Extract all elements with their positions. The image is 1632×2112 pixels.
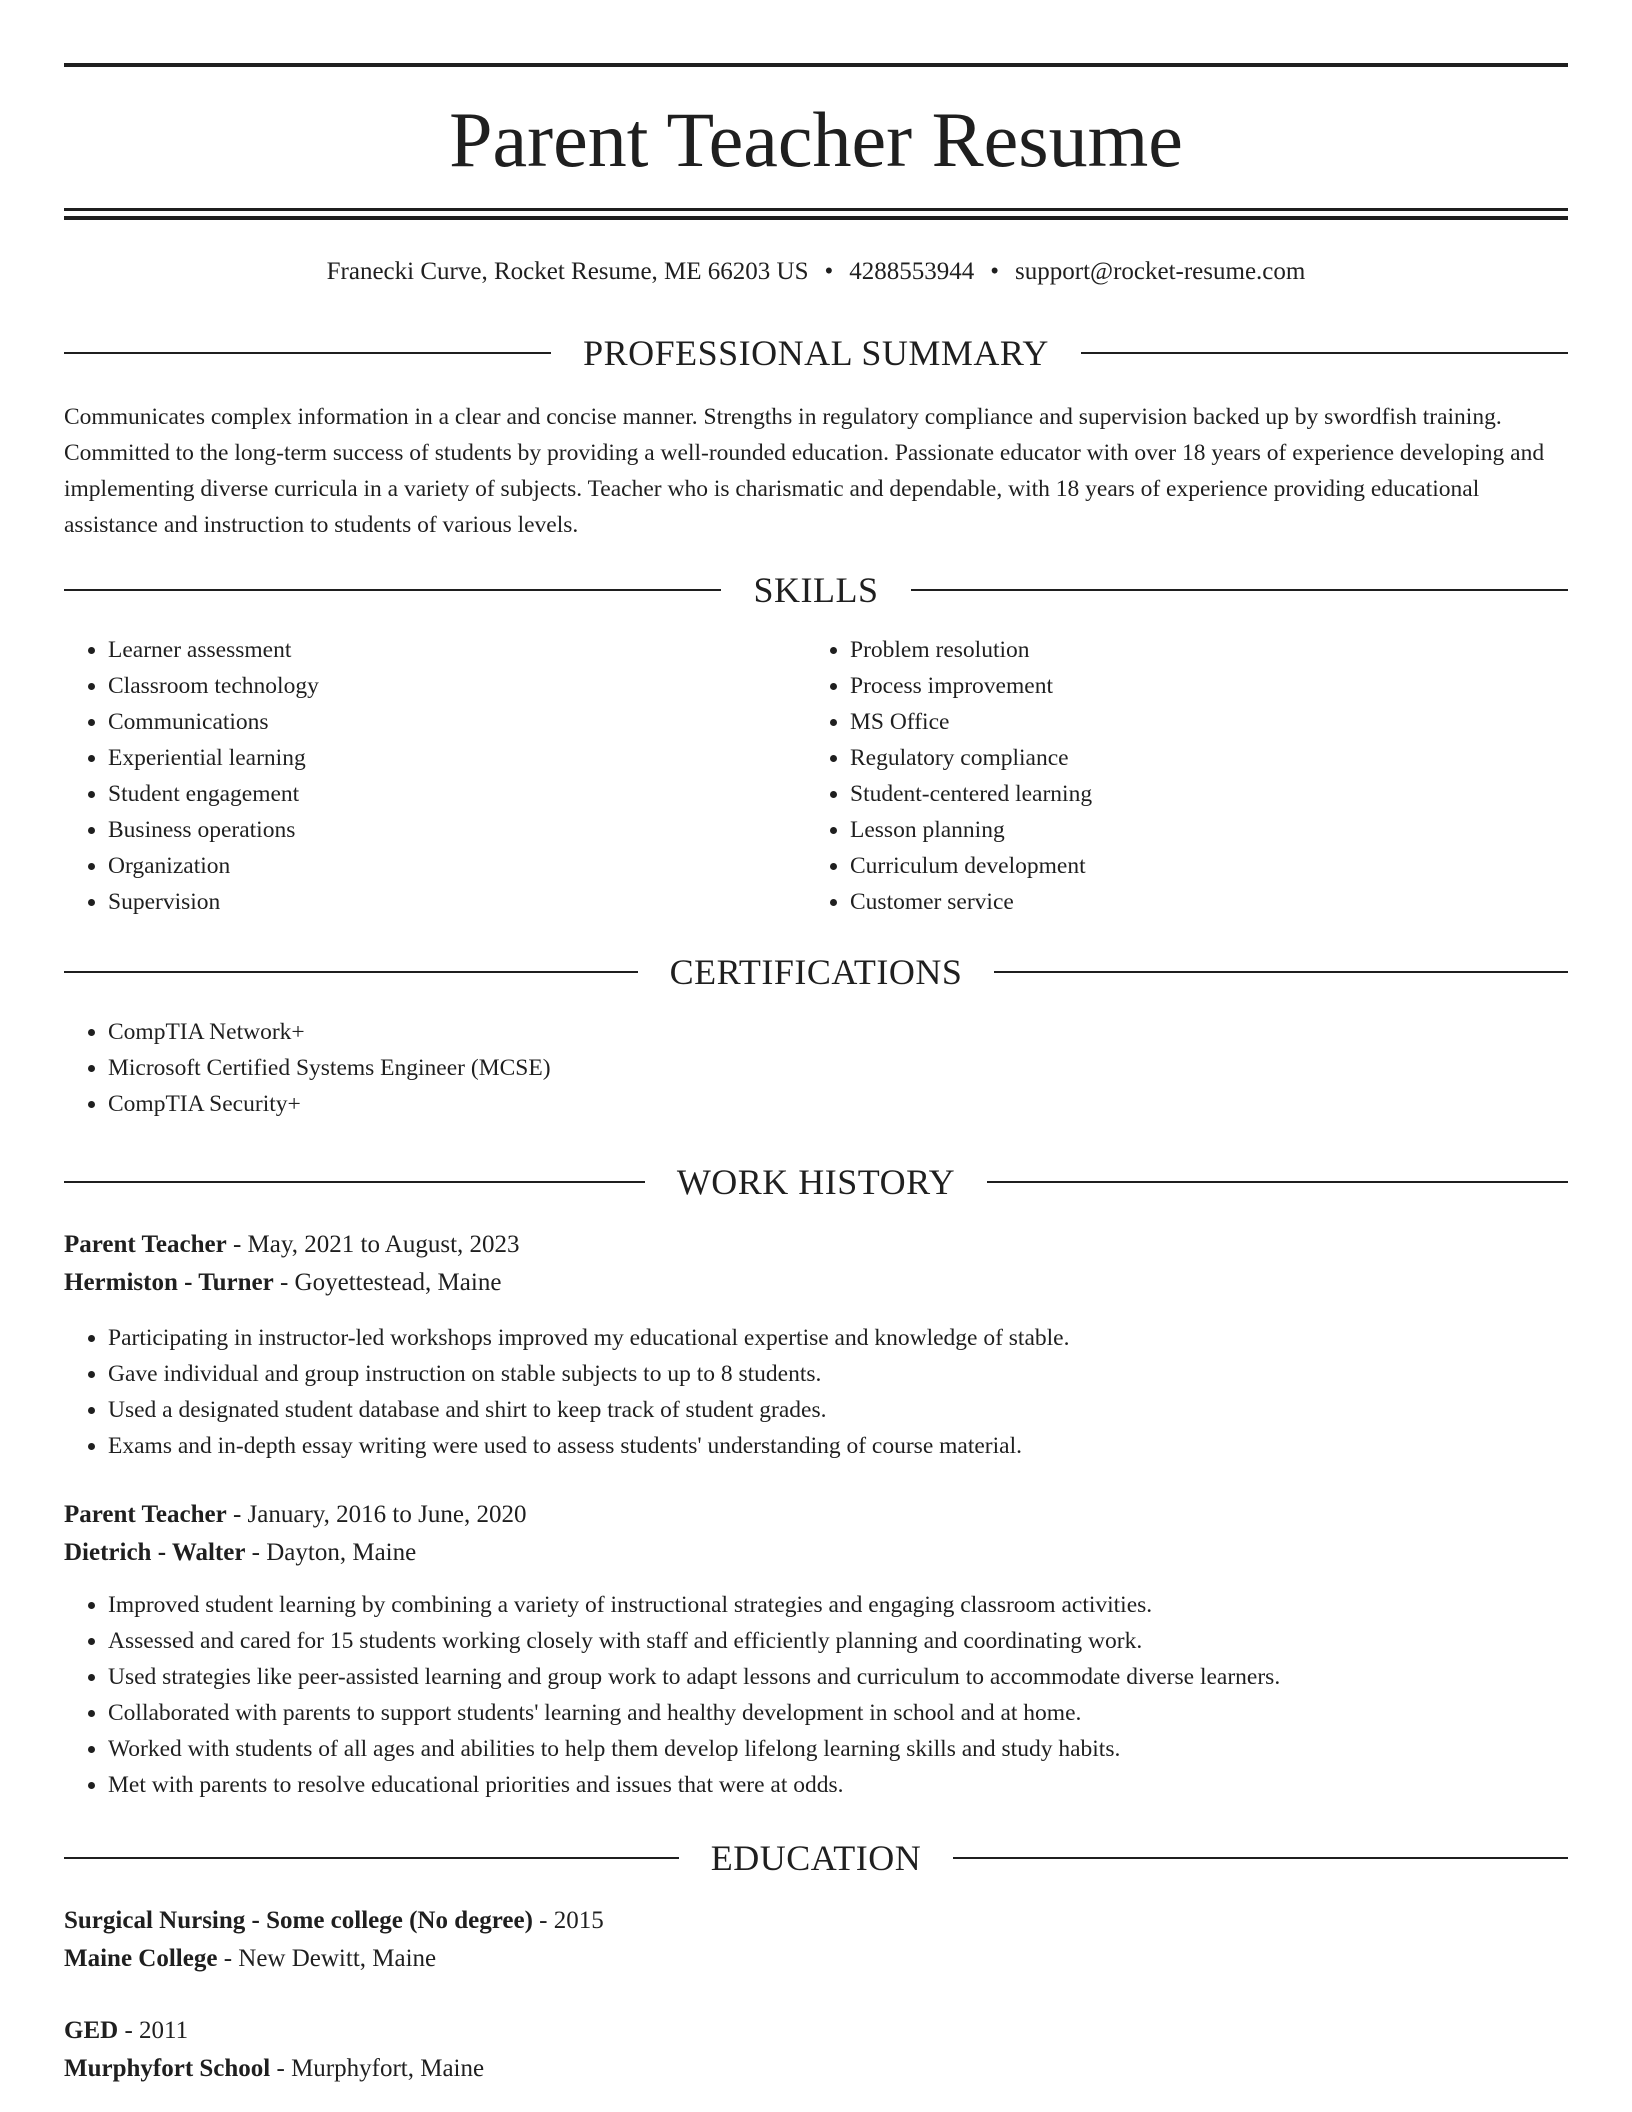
list-item: • Regulatory compliance — [850, 740, 1092, 776]
section-title: WORK HISTORY — [645, 1162, 987, 1202]
list-item: • Communications — [108, 704, 319, 740]
contact-separator: • — [824, 258, 834, 285]
list-item: • Student-centered learning — [850, 776, 1092, 812]
title-rule-upper — [64, 208, 1568, 211]
list-item: • Experiential learning — [108, 740, 319, 776]
section-title: SKILLS — [721, 570, 910, 610]
title-rule-lower — [64, 216, 1568, 220]
list-item: • Supervision — [108, 884, 319, 920]
contact-address: Franecki Curve, Rocket Resume, ME 66203 US — [326, 258, 809, 285]
job-employer: Dietrich - Walter — [64, 1539, 246, 1566]
list-item: • Microsoft Certified Systems Engineer (MCSE) — [108, 1050, 551, 1086]
education-location: - New Dewitt, Maine — [217, 1945, 437, 1972]
list-item: • CompTIA Network+ — [108, 1014, 551, 1050]
list-item: • Improved student learning by combining a variety of instructional strategies and engaging classroom activities. — [108, 1587, 1280, 1623]
list-item: • Used a designated student database and shirt to keep track of student grades. — [108, 1392, 1069, 1428]
list-item: • Lesson planning — [850, 812, 1092, 848]
job-entry — [64, 1226, 1568, 1302]
contact-email: support@rocket-resume.com — [1015, 258, 1306, 285]
list-item: • Assessed and cared for 15 students working closely with staff and efficiently planning and coordinating work. — [108, 1623, 1280, 1659]
list-item: • Worked with students of all ages and abilities to help them develop lifelong learning skills and study habits. — [108, 1731, 1280, 1767]
job-title-line — [64, 1226, 1568, 1264]
education-degree: Surgical Nursing - Some college (No degree) — [64, 1907, 533, 1934]
job-dates: - January, 2016 to June, 2020 — [226, 1501, 527, 1528]
section-title: CERTIFICATIONS — [638, 952, 995, 992]
section-title: PROFESSIONAL SUMMARY — [551, 333, 1081, 373]
list-item: • Process improvement — [850, 668, 1092, 704]
list-item: • Organization — [108, 848, 319, 884]
section-title: EDUCATION — [679, 1838, 953, 1878]
job-title: Parent Teacher — [64, 1231, 227, 1258]
list-item: • Problem resolution — [850, 632, 1092, 668]
certifications-list — [64, 1014, 551, 1122]
education-location: - Murphyfort, Maine — [270, 2055, 485, 2082]
section-heading-skills — [64, 568, 1568, 612]
list-item: • CompTIA Security+ — [108, 1086, 551, 1122]
job-dates: - May, 2021 to August, 2023 — [226, 1231, 520, 1258]
education-school: Maine College — [64, 1945, 218, 1972]
education-school: Murphyfort School — [64, 2055, 271, 2082]
education-entry — [64, 2012, 1568, 2088]
education-year: - 2011 — [118, 2017, 189, 2044]
list-item: • Gave individual and group instruction on stable subjects to up to 8 students. — [108, 1356, 1069, 1392]
education-year: - 2015 — [532, 1907, 604, 1934]
job-bullets — [64, 1320, 1069, 1464]
job-location: - Goyettestead, Maine — [273, 1269, 502, 1296]
education-degree-line — [64, 2012, 1568, 2050]
education-school-line — [64, 1940, 1568, 1978]
list-item: • MS Office — [850, 704, 1092, 740]
list-item: • Met with parents to resolve educational priorities and issues that were at odds. — [108, 1767, 1280, 1803]
list-item: • Student engagement — [108, 776, 319, 812]
section-heading-work — [64, 1160, 1568, 1204]
list-item: • Classroom technology — [108, 668, 319, 704]
contact-phone: 4288553944 — [849, 258, 975, 285]
top-rule — [64, 63, 1568, 67]
education-school-line — [64, 2050, 1568, 2088]
education-entry — [64, 1902, 1568, 1978]
section-heading-summary — [64, 331, 1568, 375]
list-item: • Curriculum development — [850, 848, 1092, 884]
education-degree: GED — [64, 2017, 119, 2044]
list-item: • Participating in instructor-led workshops improved my educational expertise and knowledge of stable. — [108, 1320, 1069, 1356]
list-item: • Learner assessment — [108, 632, 319, 668]
section-heading-education — [64, 1836, 1568, 1880]
job-title: Parent Teacher — [64, 1501, 227, 1528]
job-location: - Dayton, Maine — [245, 1539, 417, 1566]
list-item: • Used strategies like peer-assisted learning and group work to adapt lessons and curriculum to accommodate diverse learners. — [108, 1659, 1280, 1695]
summary-text: Communicates complex information in a clear and concise manner. Strengths in regulatory compliance and supervision backed up by swordfish training. Committed to the long-term success of students by providing a well-rounded education. Passionate educator with over 18 years of experience developing and implementing diverse curricula in a variety of subjects. Teacher who is charismatic and dependable, with 18 years of experience providing educational assistance and instruction to students of various levels. — [64, 404, 1545, 538]
section-heading-certifications — [64, 950, 1568, 994]
education-degree-line — [64, 1902, 1568, 1940]
contact-line — [64, 252, 1568, 292]
list-item: • Customer service — [850, 884, 1092, 920]
contact-separator: • — [990, 258, 1000, 285]
job-employer-line — [64, 1264, 1568, 1302]
job-bullets — [64, 1587, 1280, 1803]
list-item: • Business operations — [108, 812, 319, 848]
job-employer-line — [64, 1534, 1568, 1572]
skills-list-left — [64, 632, 319, 920]
skills-list-right — [806, 632, 1092, 920]
job-title-line — [64, 1496, 1568, 1534]
resume-title: Parent Teacher Resume — [449, 96, 1183, 183]
list-item: • Collaborated with parents to support students' learning and healthy development in school and at home. — [108, 1695, 1280, 1731]
job-employer: Hermiston - Turner — [64, 1269, 274, 1296]
list-item: • Exams and in-depth essay writing were used to assess students' understanding of course material. — [108, 1428, 1069, 1464]
job-entry — [64, 1496, 1568, 1572]
